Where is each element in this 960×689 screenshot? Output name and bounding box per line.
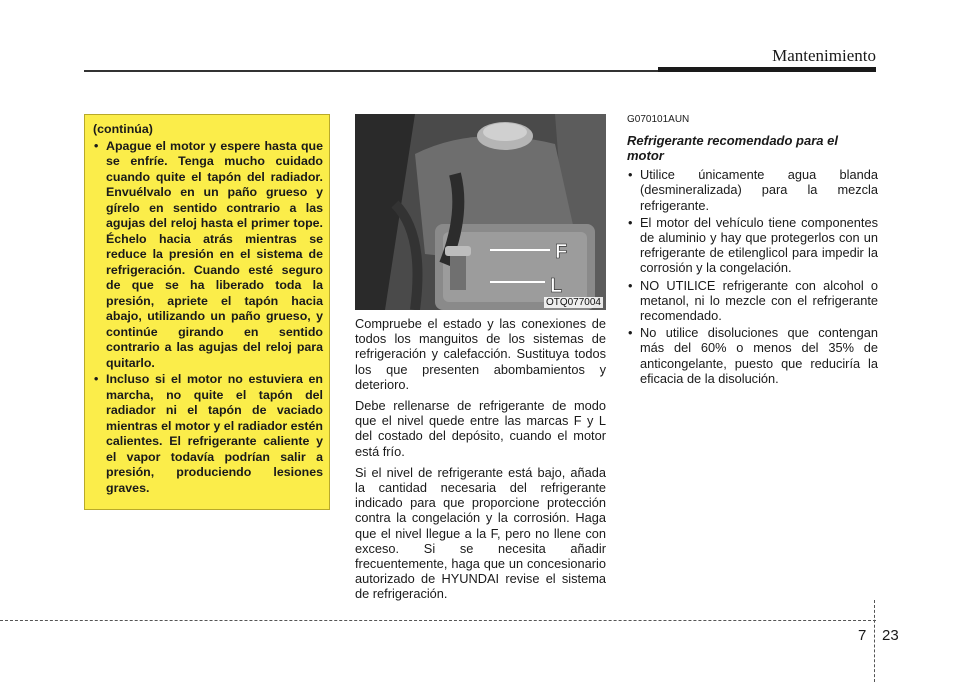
section-title: Refrigerante recomendado para el motor xyxy=(627,133,838,164)
footer-page-separator xyxy=(874,600,875,682)
warning-item: • Apague el motor y espere hasta que se enfríe. Tenga mucho cuidado cuando quite el tapón del radiador. Envuélvalo en un paño grueso y gírelo en sentido contrario a las agujas del reloj hasta el primer tope. Échelo hacia atrás mientras se reduce la presión en el sistema de refrigeración. Cuando esté seguro de que se ha liberado toda la presión, apriete el tapón hacia abajo, utilizando un paño grueso, y continúe girando en sentido contrario a las agujas del reloj para quitarlo. xyxy=(93,139,323,372)
coolant-check-text xyxy=(355,316,606,608)
body-paragraph: Si el nivel de refrigerante está bajo, añada la cantidad necesaria del refrigerante indicado para que proporcione protección contra la congelación y la corrosión. Haga que el nivel llegue a la F, pero no llene con exceso. Si se necesita añadir frecuentemente, haga que un concesionario autorizado de HYUNDAI revise el sistema de refrigeración. xyxy=(355,464,606,602)
warning-box xyxy=(84,114,330,510)
warning-continues-label: (continúa) xyxy=(93,122,153,136)
recommended-coolant-section xyxy=(627,112,878,388)
footer-divider xyxy=(0,620,876,621)
fill-mark-f-label: F xyxy=(555,241,568,263)
chapter-number: 7 xyxy=(858,627,867,644)
header-accent-bar xyxy=(658,67,876,72)
figure-code: OTQ077004 xyxy=(545,297,601,308)
engine-bay-illustration xyxy=(355,114,606,310)
coolant-reservoir-photo xyxy=(355,114,606,310)
section-list-item: • Utilice únicamente agua blanda (desmineralizada) para la mezcla refrigerante. xyxy=(627,167,878,213)
fill-mark-l-label: L xyxy=(550,275,563,297)
page-number: 23 xyxy=(882,627,899,644)
warning-list xyxy=(93,139,323,497)
section-list-item: • NO UTILICE refrigerante con alcohol o metanol, ni lo mezcle con el refrigerante recomendado. xyxy=(627,278,878,324)
page-header-title: Mantenimiento xyxy=(772,46,876,65)
section-code: G070101AUN xyxy=(627,114,690,125)
section-list xyxy=(627,167,878,386)
section-list-item: • No utilice disoluciones que contengan más del 60% o menos del 35% de anticongelante, puesto que reduciría la eficacia de la disolución. xyxy=(627,325,878,386)
body-paragraph: Debe rellenarse de refrigerante de modo que el nivel quede entre las marcas F y L del costado del depósito, cuando el motor está frío. xyxy=(355,398,606,459)
body-paragraph: Compruebe el estado y las conexiones de todos los manguitos de los sistemas de refrigeración y calefacción. Sustituya todos los que presenten abombamientos y deterioro. xyxy=(355,316,606,392)
warning-item: • Incluso si el motor no estuviera en marcha, no quite el tapón del radiador ni el tapón de vaciado mientras el motor y el radiador estén calientes. El refrigerante caliente y el vapor todavía podrían salir a presión, produciendo lesiones graves. xyxy=(93,372,323,496)
section-list-item: • El motor del vehículo tiene componentes de aluminio y hay que protegerlos con un refrigerante de etilenglicol para impedir la corrosión y la congelación. xyxy=(627,215,878,276)
